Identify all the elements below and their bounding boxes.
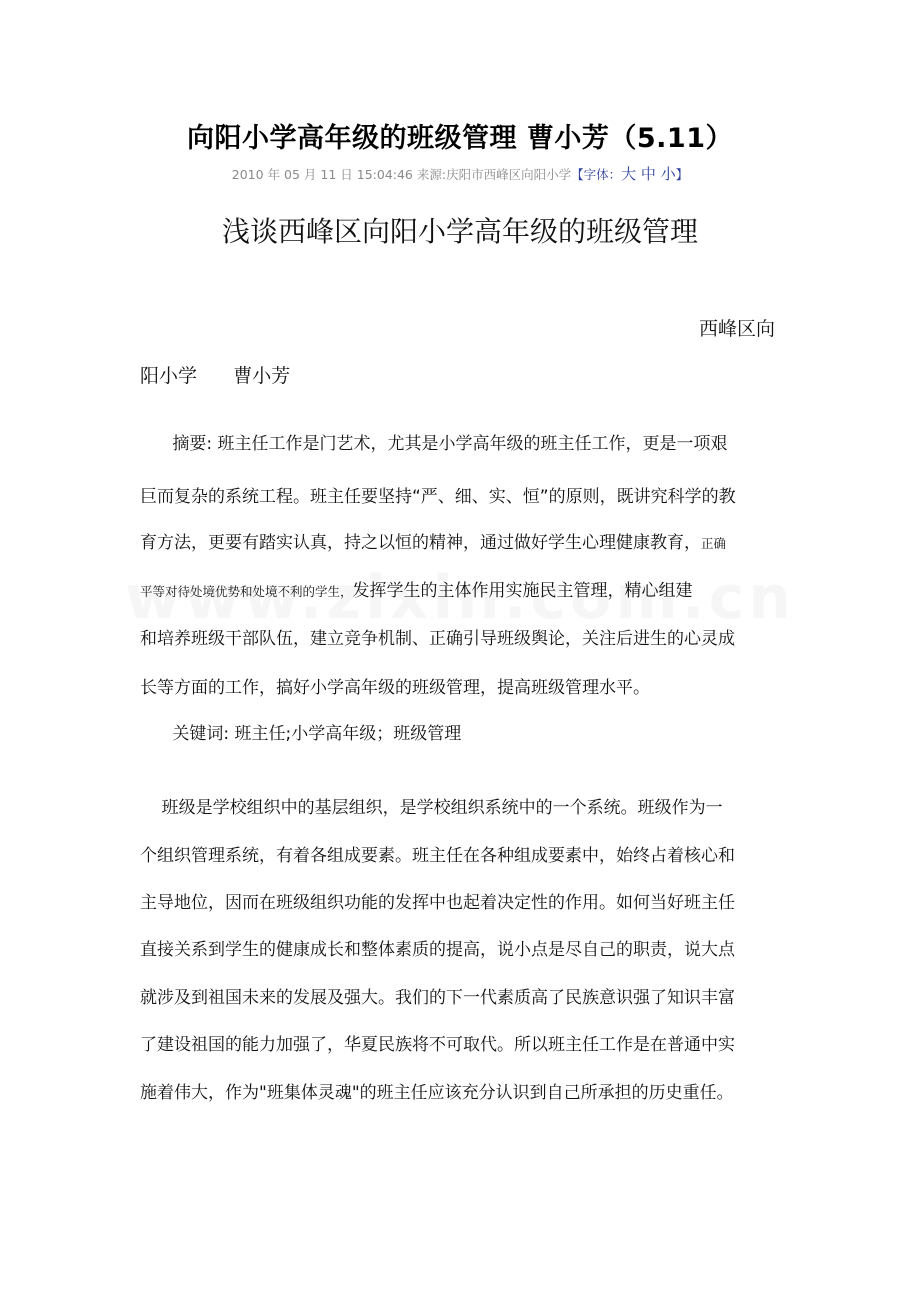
- abstract-line: 长等方面的工作，搞好小学高年级的班级管理，提高班级管理水平。: [140, 678, 650, 698]
- author-name-line: 阳小学 曹小芳: [140, 365, 291, 387]
- font-small-link[interactable]: 小: [660, 165, 676, 183]
- body-line: 施着伟大，作为"班集体灵魂"的班主任应该充分认识到自己所承担的历史重任。: [140, 1083, 734, 1103]
- article-title: 向阳小学高年级的班级管理 曹小芳（5.11）: [186, 123, 734, 154]
- font-size-label: 【字体：: [571, 167, 622, 182]
- body-line: 个组织管理系统，有着各组成要素。班主任在各种组成要素中，始终占着核心和: [140, 846, 735, 866]
- abstract-line: [140, 528, 726, 553]
- keywords-line: 关键词: 班主任;小学高年级；班级管理: [140, 724, 462, 744]
- article-source: 来源:庆阳市西峰区向阳小学: [412, 167, 572, 182]
- font-large-link[interactable]: 大: [621, 165, 637, 183]
- article-subtitle: 浅谈西峰区向阳小学高年级的班级管理: [221, 215, 698, 248]
- abstract-small-text: 正确: [701, 536, 727, 551]
- font-medium-link[interactable]: 中: [640, 165, 656, 183]
- abstract-text: 发挥学生的主体作用实施民主管理，精心组建: [352, 581, 693, 601]
- article-meta: [0, 163, 920, 184]
- author-affiliation: 西峰区向: [698, 318, 775, 340]
- body-line: 班级是学校组织中的基层组织，是学校组织系统中的一个系统。班级作为一: [140, 798, 723, 818]
- publish-datetime: 2010 年 05 月 11 日 15:04:46: [231, 167, 413, 182]
- abstract-text: 育方法，更要有踏实认真，持之以恒的精神，通过做好学生心理健康教育，: [140, 533, 701, 553]
- abstract-line: 巨而复杂的系统工程。班主任要坚持“严、细、实、恒”的原则，既讲究科学的教: [140, 487, 736, 507]
- font-size-end: 】: [675, 167, 689, 182]
- body-line: 就涉及到祖国未来的发展及强大。我们的下一代素质高了民族意识强了知识丰富: [140, 988, 735, 1008]
- abstract-line: [140, 576, 693, 601]
- body-line: 主导地位，因而在班级组织功能的发挥中也起着决定性的作用。如何当好班主任: [140, 893, 735, 913]
- abstract-line: 和培养班级干部队伍，建立竞争机制、正确引导班级舆论，关注后进生的心灵成: [140, 629, 735, 649]
- body-line: 直接关系到学生的健康成长和整体素质的提高，说小点是尽自己的职责，说大点: [140, 940, 735, 960]
- abstract-line: 摘要: 班主任工作是门艺术，尤其是小学高年级的班主任工作，更是一项艰: [140, 434, 728, 454]
- abstract-small-text: 平等对待处境优势和处境不利的学生，: [140, 584, 353, 599]
- body-line: 了建设祖国的能力加强了，华夏民族将不可取代。所以班主任工作是在普通中实: [140, 1035, 735, 1055]
